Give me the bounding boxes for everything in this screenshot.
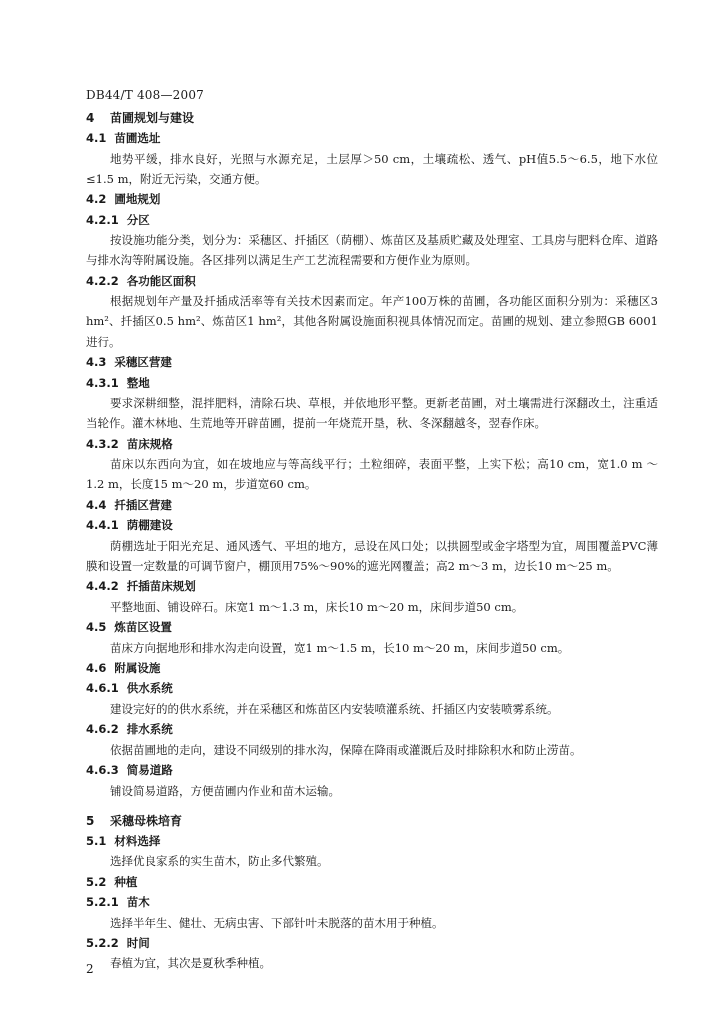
page-number: 2 bbox=[86, 962, 94, 976]
section-heading bbox=[86, 271, 658, 292]
heading-title: 时间 bbox=[126, 935, 150, 950]
paragraph: 根据规划年产量及扦插成活率等有关技术因素而定。年产100万株的苗圃，各功能区面积分别为：采穗区3 hm²、扦插区0.5 hm²、炼苗区1 hm²，其他各附属设施面积视具体情况而定。苗圃的规划、建立参照GB 6001进行。 bbox=[86, 294, 658, 349]
heading-title: 采穗母株培育 bbox=[110, 813, 183, 828]
heading-number: 4.2.1 bbox=[86, 212, 119, 227]
heading-number: 5.1 bbox=[86, 833, 107, 848]
heading-number: 4 bbox=[86, 111, 95, 125]
heading-number: 5 bbox=[86, 813, 95, 828]
heading-number: 4.4 bbox=[86, 497, 107, 512]
heading-title: 荫棚建设 bbox=[126, 518, 173, 533]
section-heading bbox=[86, 515, 658, 536]
section-heading bbox=[86, 892, 658, 913]
heading-title: 苗床规格 bbox=[126, 436, 173, 451]
section-heading bbox=[86, 189, 658, 210]
section-heading bbox=[86, 760, 658, 781]
section-heading bbox=[86, 373, 658, 394]
paragraph: 建设完好的的供水系统，并在采穗区和炼苗区内安装喷灌系统、扦插区内安装喷雾系统。 bbox=[110, 701, 559, 716]
heading-title: 种植 bbox=[114, 874, 138, 889]
heading-title: 简易道路 bbox=[126, 763, 173, 778]
paragraph: 要求深耕细整，混拌肥料，清除石块、草根，并依地形平整。更新老苗圃，对土壤需进行深翻改土，注重适当轮作。灌木林地、生荒地等开辟苗圃，提前一年烧荒开垦，秋、冬深翻越冬，翌春作床。 bbox=[86, 396, 658, 431]
section-heading bbox=[86, 434, 658, 455]
heading-title: 炼苗区设置 bbox=[114, 620, 172, 635]
heading-number: 5.2.2 bbox=[86, 935, 119, 950]
heading-number: 4.1 bbox=[86, 131, 107, 145]
section-heading bbox=[86, 495, 658, 516]
heading-number: 5.2.1 bbox=[86, 895, 119, 910]
heading-number: 4.3.2 bbox=[86, 436, 119, 451]
section-heading bbox=[86, 352, 658, 373]
heading-number: 4.2.2 bbox=[86, 273, 119, 288]
heading-title: 各功能区面积 bbox=[126, 273, 196, 288]
section-heading bbox=[86, 678, 658, 699]
heading-number: 4.6.3 bbox=[86, 763, 119, 778]
heading-number: 4.3 bbox=[86, 355, 107, 370]
heading-title: 材料选择 bbox=[114, 833, 161, 848]
heading-title: 采穗区营建 bbox=[114, 355, 172, 370]
paragraph: 平整地面、铺设碎石。床宽1 m～1.3 m，床长10 m～20 m，床间步道50 cm。 bbox=[110, 599, 524, 614]
heading-number: 4.2 bbox=[86, 192, 107, 207]
section-heading bbox=[86, 872, 658, 893]
heading-number: 4.3.1 bbox=[86, 375, 119, 390]
paragraph: 春植为宜，其次是夏秋季种植。 bbox=[110, 956, 271, 971]
heading-number: 4.4.1 bbox=[86, 518, 119, 533]
section-heading bbox=[86, 831, 658, 852]
paragraph: 选择优良家系的实生苗木，防止多代繁殖。 bbox=[110, 854, 329, 869]
paragraph: 选择半年生、健壮、无病虫害、下部针叶未脱落的苗木用于种植。 bbox=[110, 915, 444, 930]
chapter-heading bbox=[86, 811, 658, 831]
heading-number: 4.6.1 bbox=[86, 681, 119, 696]
chapter-heading bbox=[86, 108, 658, 128]
paragraph: 地势平缓，排水良好，光照与水源充足，土层厚＞50 cm，土壤疏松、透气、pH值5.5～6.5，地下水位≤1.5 m，附近无污染，交通方便。 bbox=[86, 151, 658, 186]
heading-number: 4.6.2 bbox=[86, 722, 119, 737]
heading-title: 供水系统 bbox=[126, 681, 173, 696]
section-heading bbox=[86, 933, 658, 954]
heading-number: 4.5 bbox=[86, 620, 107, 635]
heading-title: 圃地规划 bbox=[114, 192, 161, 207]
section-heading bbox=[86, 719, 658, 740]
heading-title: 分区 bbox=[126, 212, 150, 227]
section-heading bbox=[86, 128, 658, 149]
heading-title: 整地 bbox=[126, 375, 150, 390]
paragraph: 铺设简易道路，方便苗圃内作业和苗木运输。 bbox=[110, 783, 340, 798]
document-body bbox=[86, 108, 658, 974]
section-heading bbox=[86, 658, 658, 679]
paragraph: 依据苗圃地的走向，建设不同级别的排水沟，保障在降雨或灌溉后及时排除积水和防止涝苗。 bbox=[110, 742, 582, 757]
heading-title: 扦插区营建 bbox=[114, 497, 172, 512]
heading-title: 苗圃规划与建设 bbox=[110, 111, 195, 125]
standard-code: DB44/T 408—2007 bbox=[86, 88, 205, 102]
heading-title: 扦插苗床规划 bbox=[126, 579, 196, 594]
heading-title: 苗木 bbox=[126, 895, 150, 910]
heading-number: 5.2 bbox=[86, 874, 107, 889]
section-heading bbox=[86, 576, 658, 597]
heading-number: 4.4.2 bbox=[86, 579, 119, 594]
heading-number: 4.6 bbox=[86, 660, 107, 675]
section-heading bbox=[86, 210, 658, 231]
paragraph: 苗床方向据地形和排水沟走向设置，宽1 m～1.5 m，长10 m～20 m，床间步道50 cm。 bbox=[110, 640, 570, 655]
paragraph: 苗床以东西向为宜，如在坡地应与等高线平行；土粒细碎，表面平整，上实下松；高10 cm，宽1.0 m ～1.2 m，长度15 m～20 m，步道宽60 cm。 bbox=[86, 457, 658, 492]
paragraph: 按设施功能分类，划分为：采穗区、扦插区（荫棚）、炼苗区及基质贮藏及处理室、工具房与肥料仓库、道路与排水沟等附属设施。各区排列以满足生产工艺流程需要和方便作业为原则。 bbox=[86, 233, 658, 268]
section-heading bbox=[86, 617, 658, 638]
paragraph: 荫棚选址于阳光充足、通风透气、平坦的地方，忌设在风口处；以拱圆型或金字塔型为宜，周围覆盖PVC薄膜和设置一定数量的可调节窗户，棚顶用75%～90%的遮光网覆盖；高2 m～3 m，边长10 m～25 m。 bbox=[86, 538, 658, 574]
heading-title: 苗圃选址 bbox=[114, 131, 161, 145]
heading-title: 排水系统 bbox=[126, 722, 173, 737]
heading-title: 附属设施 bbox=[114, 660, 161, 675]
